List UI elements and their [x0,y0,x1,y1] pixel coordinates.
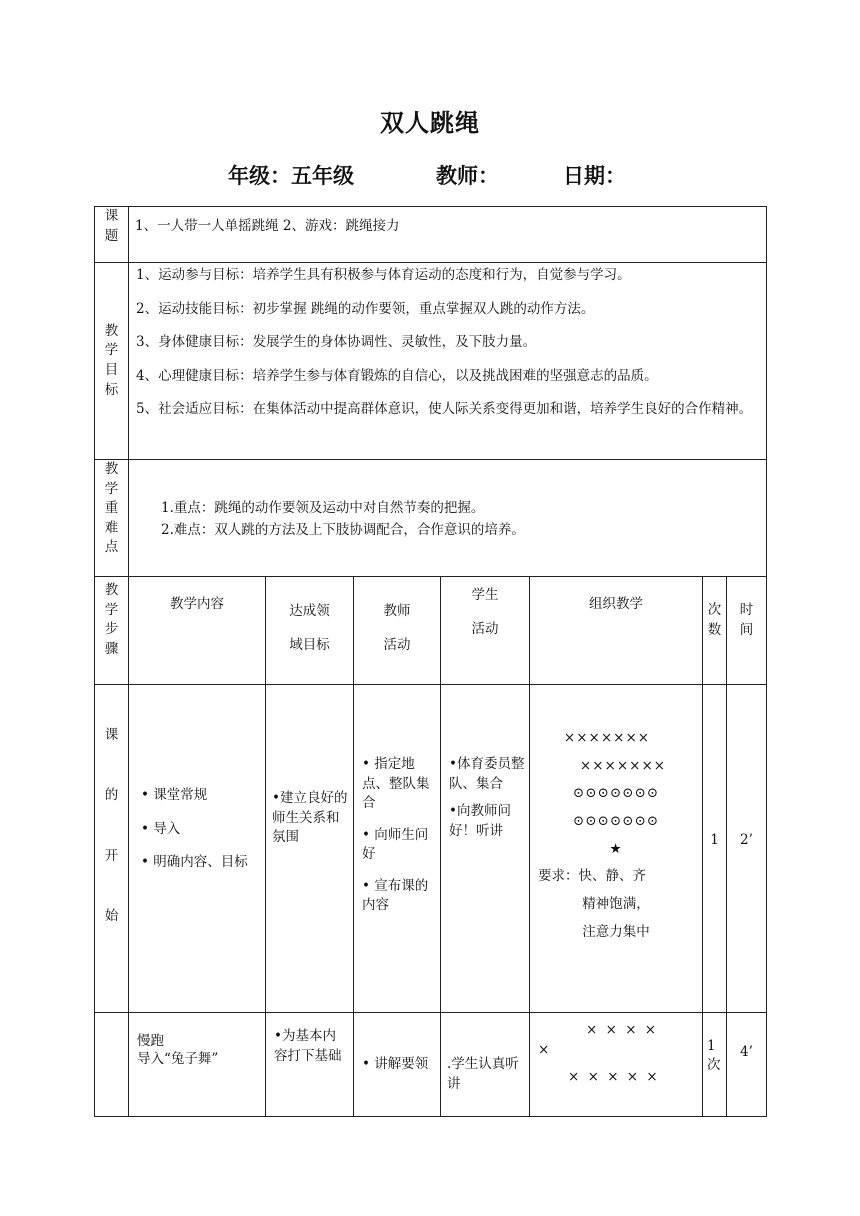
formation-row: × [538,1041,550,1058]
formation-row: × × × × × [568,1069,660,1086]
steps-header-row [95,577,767,685]
col-header-count: 次 数 [703,577,727,685]
list-item: •体育委员整队、集合 [449,756,525,792]
steps-label: 教 学 步 骤 [95,577,129,685]
topic-row [95,207,767,263]
grade-label: 年级：五年级 [228,164,354,188]
jog-label [95,1013,129,1117]
formation-row: ⊙⊙⊙⊙⊙⊙⊙ [572,813,660,830]
document-title: 双人跳绳 [380,109,480,137]
formation-row: ××××××× [563,730,651,746]
col-header-goal: 达成领 域目标 [266,577,354,685]
jog-goal: •为基本内容打下基础 [266,1013,354,1117]
lesson-start-row [95,685,767,1013]
jog-time: 4’ [727,1013,767,1117]
goals-row [95,263,767,460]
formation-row: ⊙⊙⊙⊙⊙⊙⊙ [572,785,660,802]
start-student [441,685,530,1013]
col-header-teacher: 教师 活动 [354,577,441,685]
col-header-organize: 组织教学 [530,577,703,685]
keypoints-content [129,460,767,577]
start-time: 2’ [727,685,767,1013]
col-header-time: 时 间 [727,577,767,685]
list-item: • 课堂常规 [141,787,208,803]
start-count: 1 [703,685,727,1013]
keypoints-row [95,460,767,577]
keypoint-item: 2.难点：双人跳的方法及上下肢协调配合，合作意识的培养。 [161,521,525,538]
col-header-content: 教学内容 [129,577,266,685]
goal-item: 1、运动参与目标：培养学生具有积极参与体育运动的态度和行为，自觉参与学习。 [136,267,631,283]
list-item: • 宣布课的内容 [362,877,429,914]
lesson-plan-table [94,206,767,1117]
keypoint-item: 1.重点：跳绳的动作要领及运动中对自然节奏的把握。 [161,500,485,516]
list-item: • 明确内容、目标 [141,854,248,871]
requirement-line: 要求：快、静、齐 [538,868,646,885]
start-label: 课 的 开 始 [95,685,129,1013]
start-content [129,685,266,1013]
start-goal: •建立良好的师生关系和氛围 [266,685,354,1013]
jog-student: .学生认真听讲 [441,1013,530,1117]
jog-row [95,1013,767,1117]
goal-item: 2、运动技能目标：初步掌握 跳绳的动作要领，重点掌握双人跳的动作方法。 [136,300,595,317]
date-label: 日期： [563,164,626,188]
goal-item: 5、社会适应目标：在集体活动中提高群体意识，使人际关系变得更加和谐，培养学生良好的合作精神。 [136,401,753,418]
teacher-label: 教师： [436,164,499,188]
goals-content [129,263,767,460]
keypoints-label: 教 学 重 难 点 [95,460,129,577]
jog-teacher: • 讲解要领 [354,1013,441,1117]
topic-content: 1、一人带一人单摇跳绳 2、游戏：跳绳接力 [129,207,767,263]
formation-row: × × × × [586,1022,659,1038]
jog-content: 慢跑 导入“兔子舞” [129,1013,266,1117]
teacher-star-icon: ★ [609,840,623,857]
goal-item: 4、心理健康目标：培养学生参与体育锻炼的自信心，以及挑战困难的坚强意志的品质。 [136,367,658,384]
list-item: • 指定地点、整队集合 [362,756,430,812]
formation-row: ××××××× [579,757,667,774]
goal-item: 3、身体健康目标：发展学生的身体协调性、灵敏性，及下肢力量。 [136,334,537,351]
start-teacher [354,685,441,1013]
topic-label: 课 题 [95,207,129,263]
requirement-line: 注意力集中 [582,923,650,940]
jog-count: 1次 [703,1013,727,1117]
list-item: • 向师生问好 [362,826,429,863]
requirement-line: 精神饱满， [582,896,650,913]
goals-label: 教 学 目 标 [95,263,129,460]
col-header-student: 学生 活动 [441,577,530,685]
list-item: • 导入 [141,820,181,837]
jog-organize [530,1013,703,1117]
list-item: •向教师问好！听讲 [449,803,511,839]
start-organize [530,685,703,1013]
